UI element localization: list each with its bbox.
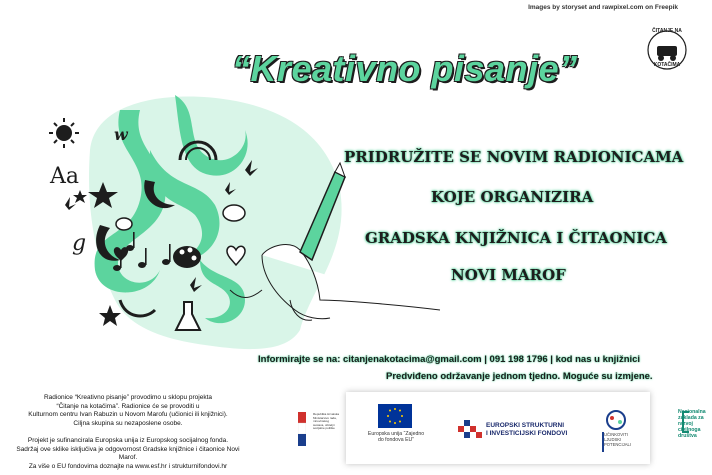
nz-label: Nacionalna zaklada za razvoj civilnoga društva [678,409,706,439]
svg-text:g: g [72,231,87,256]
footer-line: Ciljna skupina su nezaposlene osobe. [73,419,183,427]
footer-line: Sadržaj ove sklike isključiva je odgovornost Gradske knjižnice i čitaonice Novi Marof. [16,445,240,461]
ministry-label: Republika Hrvatska Ministarstvo rada, mirovinskog sustava, obitelji i socijalne politike [313,412,340,431]
svg-text:w: w [114,125,128,144]
schedule-note: Predviđeno održavanje jednom tjedno. Moguće su izmjene. [386,371,653,382]
footer-line: “Čitanje na kotačima”. Radionice će se provoditi u [56,402,200,410]
esif-label [486,422,567,438]
footer-line: Radionice “Kreativno pisanje” provodimo u sklopu projekta [43,394,212,401]
image-credit: Images by storyset and rawpixel.com on Freepik [528,4,678,11]
logo-text-top: ČITANJE NA [652,28,682,34]
eu-flag-icon [378,404,412,428]
contact-info: Informirajte se na: citanjenakotacima@gmail.com | 091 198 1796 | kod nas u knjižnici [258,354,641,365]
logo-text-bottom: KOTAČIMA [653,62,681,68]
headline-line-1: PRIDRUŽITE SE NOVIM RADIONICAMA [344,148,684,166]
footer-line: Za više o EU fondovima doznajte na www.esf.hr i strukturnifondovi.hr [28,462,228,470]
ulj-label: UČINKOVITI LJUDSKI POTENCIJALI [604,432,631,447]
page-title: “Kreativno pisanje” [232,48,578,89]
headline-line-4: NOVI MAROF [451,266,566,284]
footer-line: Projekt je sufinancirala Europska unija iz Europskog socijalnog fonda. [27,437,229,444]
footer-text [14,394,242,471]
headline-line-2: KOJE ORGANIZIRA [431,188,594,206]
footer-line: Kulturnom centru Ivan Rabuzin u Novom Marofu (učionici ili knjižnici). [28,411,228,418]
eu-label: Europska unija “Zajedno do fondova EU” [367,431,425,443]
svg-text:Aa: Aa [50,164,80,189]
esif-label-line-1: EUROPSKI STRUKTURNI [486,422,565,429]
esif-label-line-2: I INVESTICIJSKI FONDOVI [486,430,568,437]
croatia-flag-icon [298,412,306,446]
headline-line-3: GRADSKA KNJIŽNICA I ČITAONICA [365,229,667,247]
